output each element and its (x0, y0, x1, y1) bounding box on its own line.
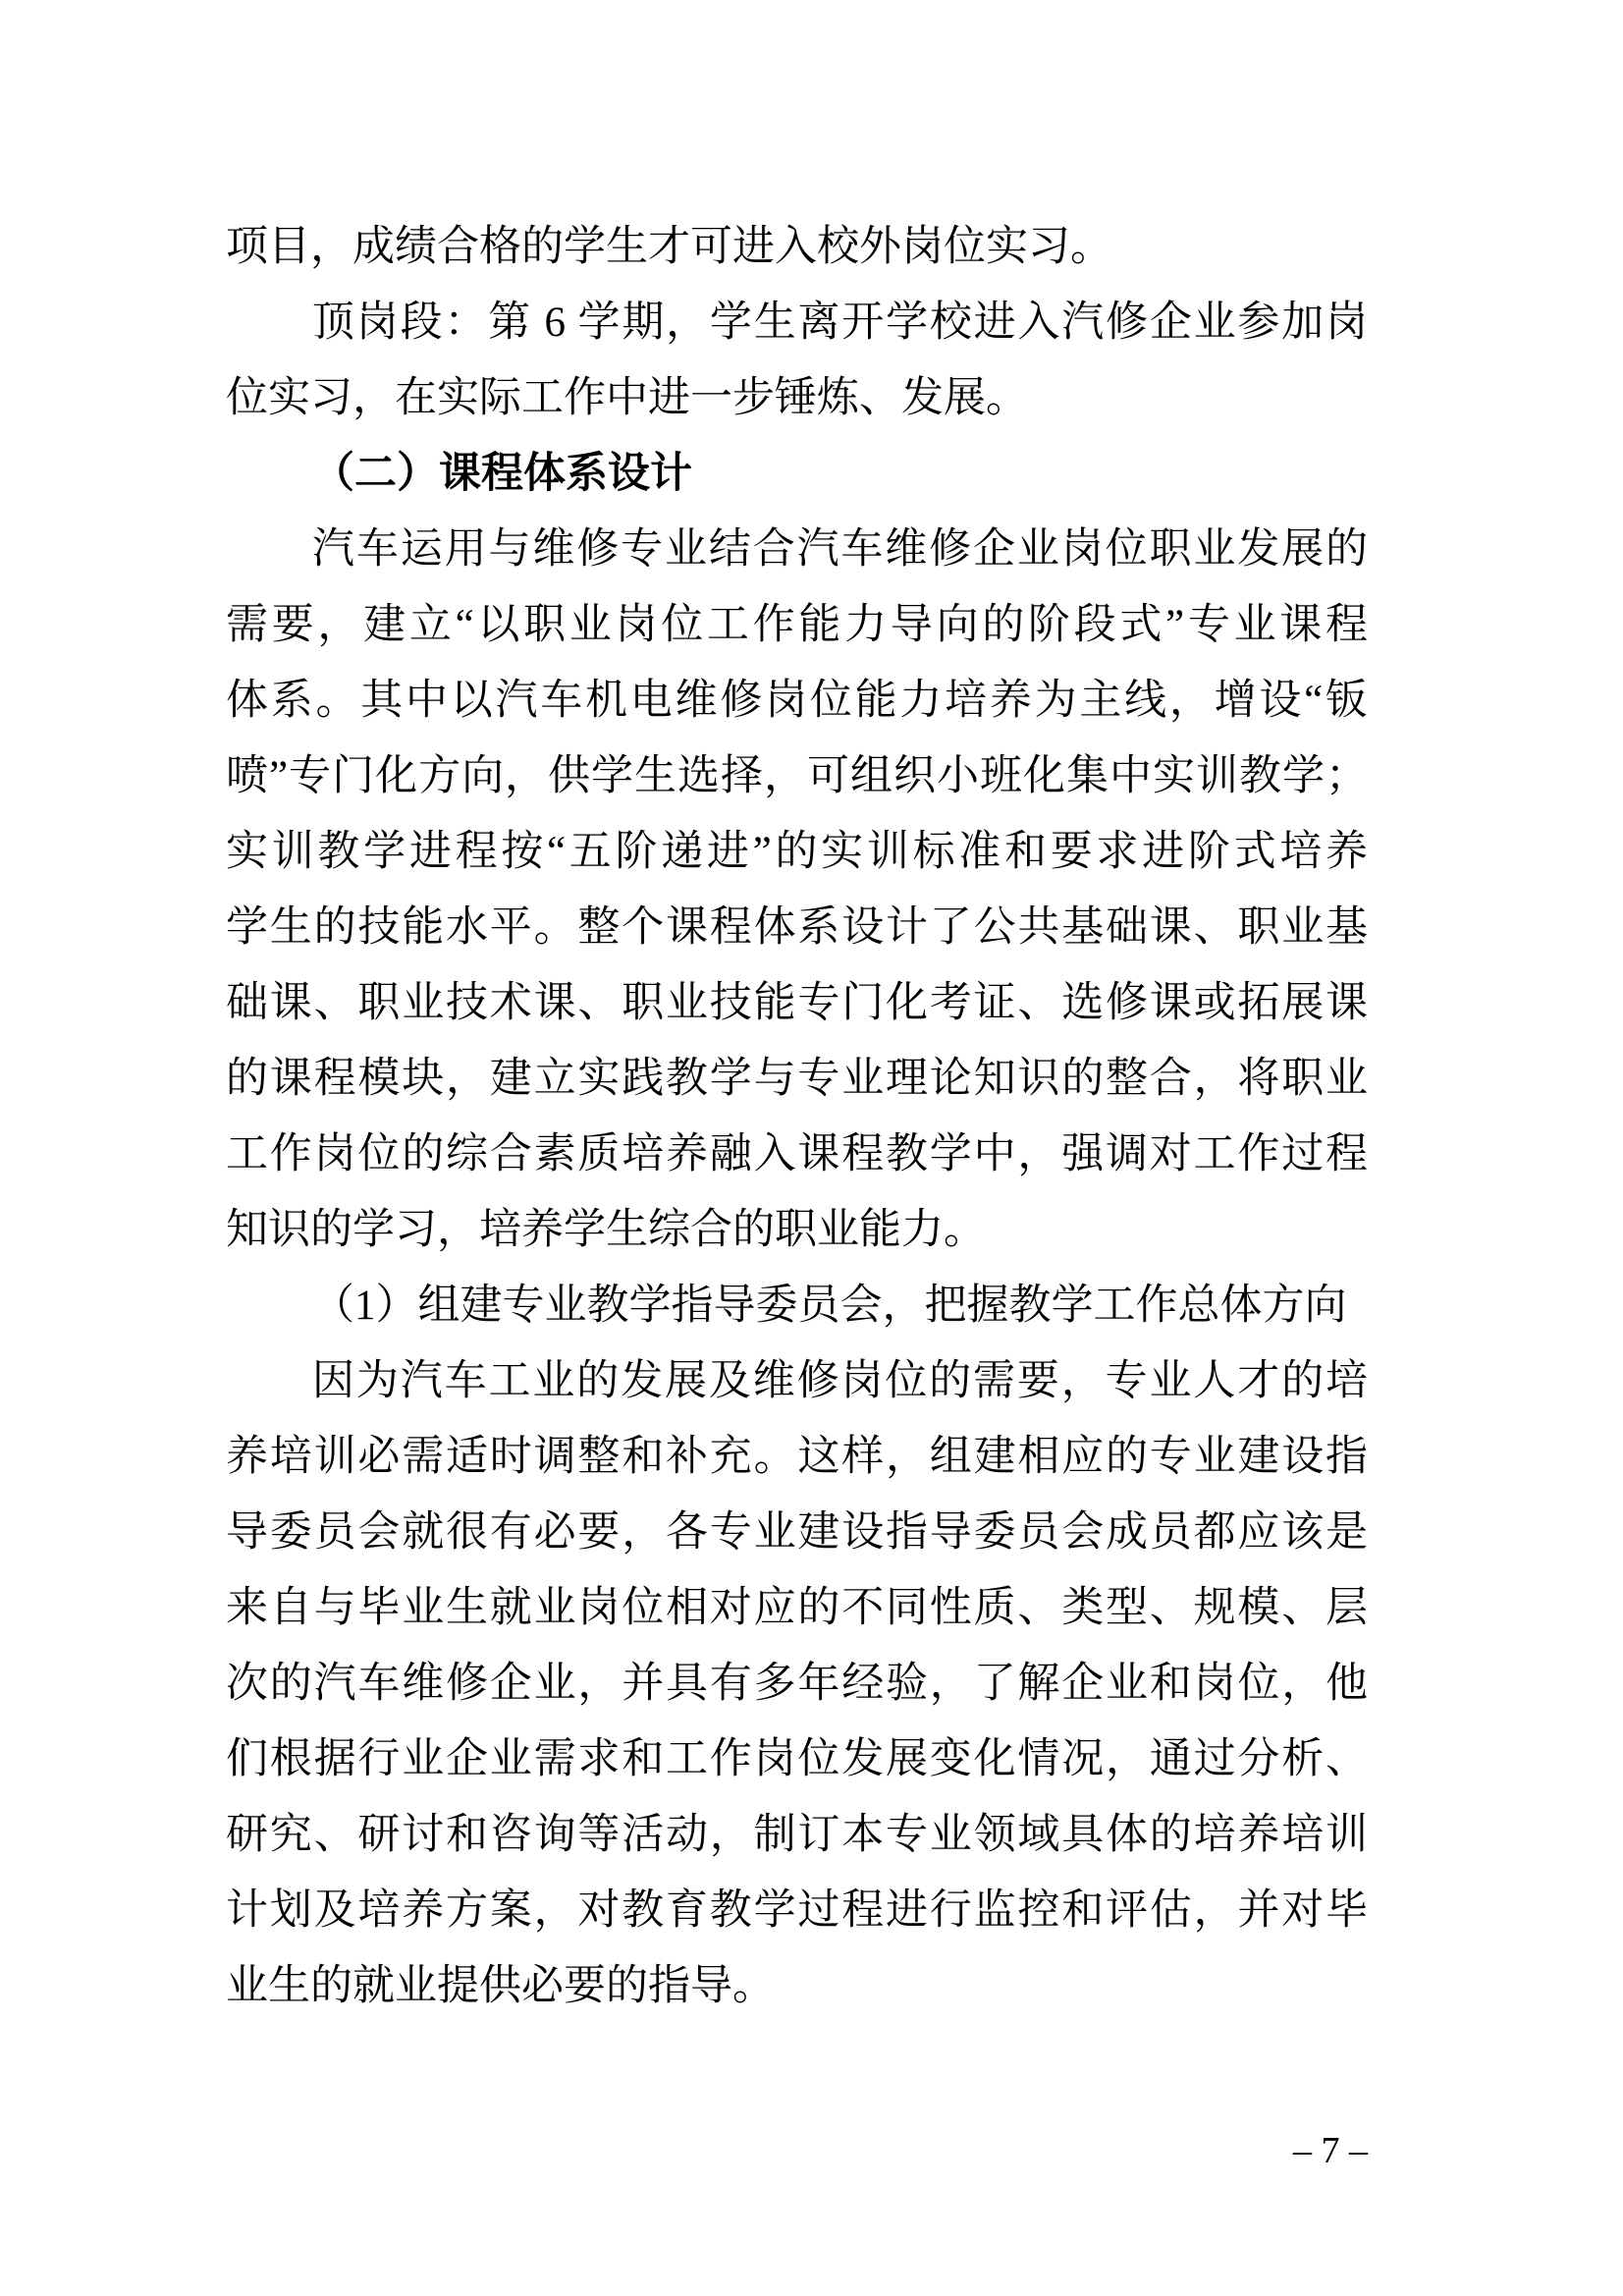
text-line: 础课、职业技术课、职业技能专门化考证、选修课或拓展课 (226, 980, 1368, 1026)
text-line: 业生的就业提供必要的指导。 (226, 1963, 775, 2009)
section-heading: （二）课程体系设计 (312, 451, 692, 497)
text-line: 实训教学进程按“五阶递进”的实训标准和要求进阶式培养 (226, 829, 1368, 875)
text-line: 工作岗位的综合素质培养融入课程教学中，强调对工作过程 (226, 1131, 1368, 1177)
text-line: 顶岗段：第 6 学期，学生离开学校进入汽修企业参加岗 (312, 300, 1368, 346)
text-line: 知识的学习，培养学生综合的职业能力。 (226, 1207, 986, 1253)
text-line: 计划及培养方案，对教育教学过程进行监控和评估，并对毕 (226, 1887, 1368, 1934)
text-line: 项目，成绩合格的学生才可进入校外岗位实习。 (226, 224, 1112, 270)
text-line: 养培训必需适时调整和补充。这样，组建相应的专业建设指 (226, 1434, 1368, 1480)
text-line: 导委员会就很有必要，各专业建设指导委员会成员都应该是 (226, 1509, 1368, 1556)
subheading-line: （1）组建专业教学指导委员会，把握教学工作总体方向 (312, 1283, 1347, 1329)
text-line: 需要，建立“以职业岗位工作能力导向的阶段式”专业课程 (226, 602, 1368, 648)
page-number: – 7 – (1293, 2130, 1368, 2171)
text-line: 研究、研讨和咨询等活动，制订本专业领域具体的培养培训 (226, 1812, 1368, 1858)
page-footer (1257, 2129, 1404, 2172)
text-line: 因为汽车工业的发展及维修岗位的需要，专业人才的培 (312, 1358, 1368, 1404)
text-line: 来自与毕业生就业岗位相对应的不同性质、类型、规模、层 (226, 1585, 1368, 1631)
text-line: 位实习，在实际工作中进一步锤炼、发展。 (226, 375, 1028, 421)
text-line: 们根据行业企业需求和工作岗位发展变化情况，通过分析、 (226, 1736, 1368, 1782)
text-line: 次的汽车维修企业，并具有多年经验，了解企业和岗位，他 (226, 1661, 1368, 1707)
text-line: 体系。其中以汽车机电维修岗位能力培养为主线，增设“钣 (226, 678, 1368, 724)
text-line: 学生的技能水平。整个课程体系设计了公共基础课、职业基 (226, 904, 1368, 951)
text-line: 的课程模块，建立实践教学与专业理论知识的整合，将职业 (226, 1056, 1368, 1102)
text-line: 汽车运用与维修专业结合汽车维修企业岗位职业发展的 (312, 526, 1368, 573)
text-line: 喷”专门化方向，供学生选择，可组织小班化集中实训教学； (226, 753, 1368, 799)
document-body (226, 209, 1368, 2024)
